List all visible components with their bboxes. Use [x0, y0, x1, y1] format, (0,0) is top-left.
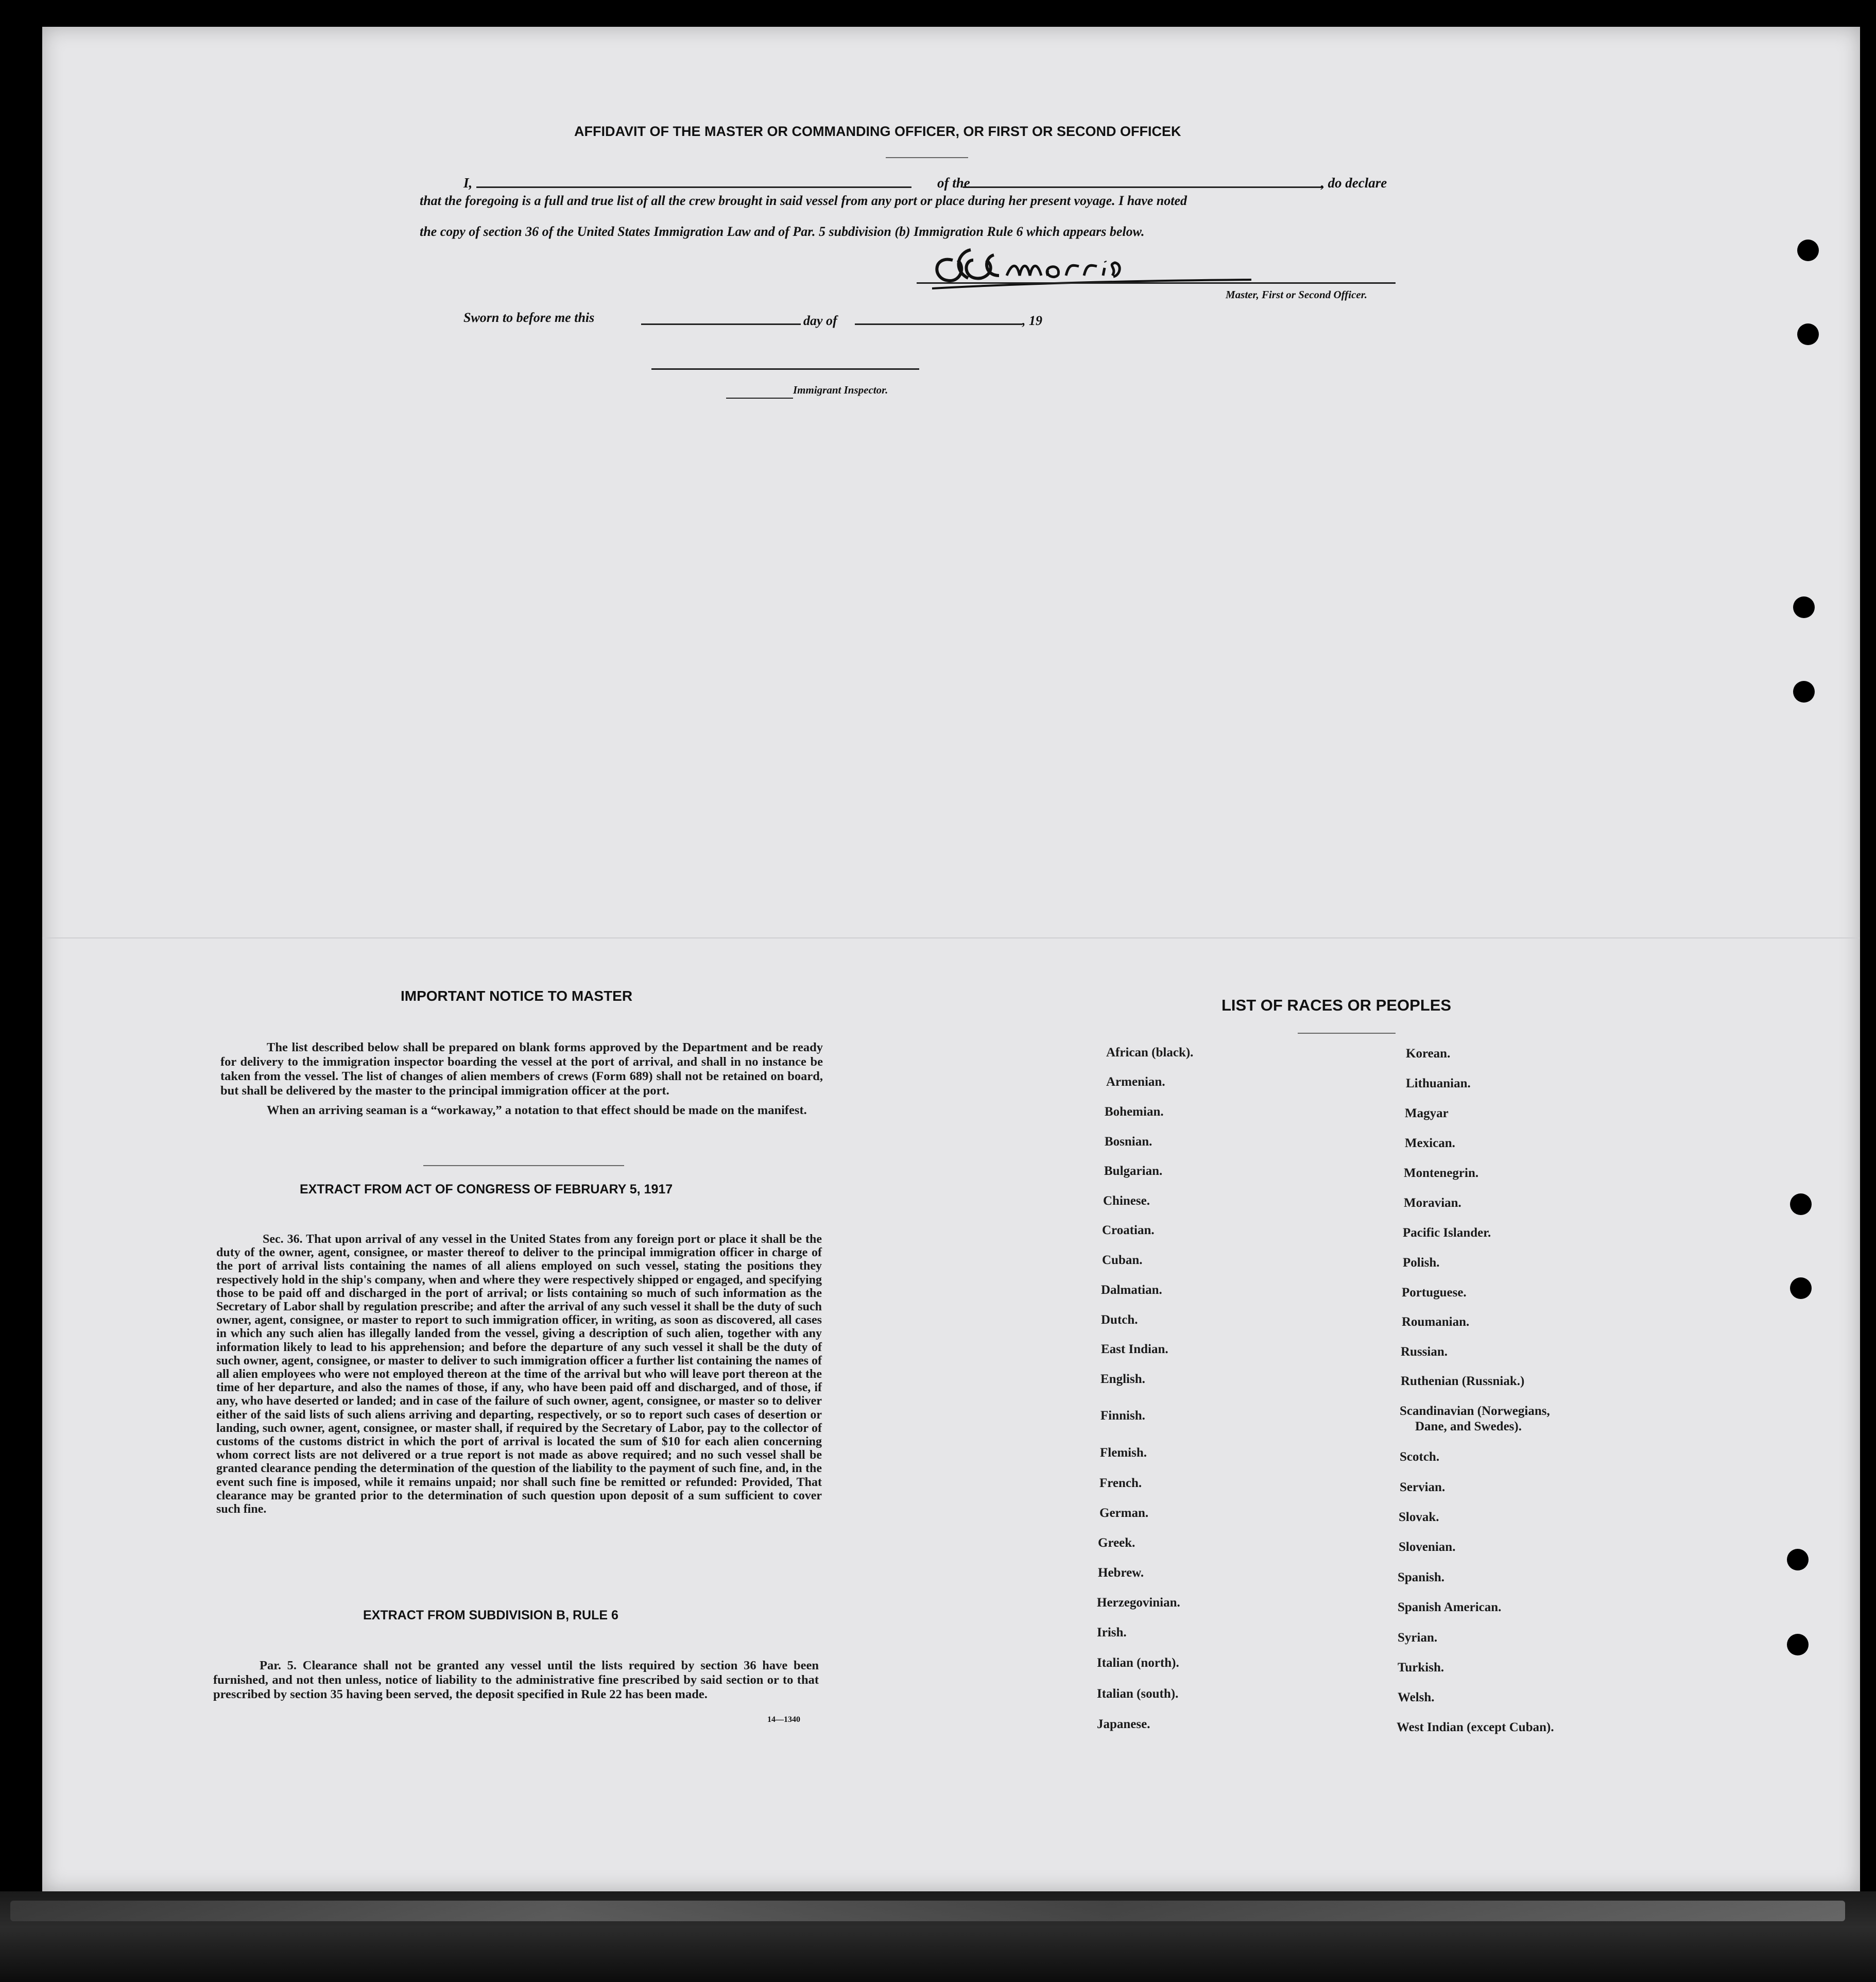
race-item: Finnish.	[1100, 1409, 1145, 1423]
notice-paragraph-2: When an arriving seaman is a “workaway,” a notation to that effect should be made on the manifest.	[267, 1103, 807, 1117]
race-item: Turkish.	[1398, 1661, 1444, 1675]
inspector-signature-line[interactable]	[651, 368, 919, 370]
extract-act-title: EXTRACT FROM ACT OF CONGRESS OF FEBRUARY 5, 1917	[300, 1182, 673, 1197]
race-item: Irish.	[1097, 1626, 1127, 1639]
punch-hole	[1787, 1634, 1809, 1655]
form-number: 14—1340	[767, 1715, 800, 1724]
affiant-name-field[interactable]	[476, 186, 911, 188]
race-item: Polish.	[1403, 1256, 1440, 1270]
race-item: Welsh.	[1398, 1690, 1435, 1704]
notice-paragraph-1: The list described below shall be prepared on blank forms approved by the Department and be ready for delivery to the immigration inspector boarding the vessel at the port of arrival, and shall in no instance be taken from the vessel. The list of changes of alien members of crews (Form 689) shall not be retained on board, but shall be delivered by the master to the principal immigration officer at the port.	[220, 1040, 823, 1098]
race-item: Magyar	[1405, 1106, 1449, 1120]
race-item: German.	[1099, 1506, 1149, 1520]
page-fold-line	[42, 937, 1860, 938]
sworn-label: Sworn to before me this	[463, 310, 595, 325]
race-item: Flemish.	[1100, 1446, 1147, 1460]
notice-divider	[423, 1165, 624, 1166]
notice-section	[220, 1040, 823, 1118]
punch-hole	[1797, 323, 1819, 345]
race-item: Italian (north).	[1097, 1656, 1179, 1670]
race-item: Russian.	[1401, 1345, 1448, 1359]
race-item: Portuguese.	[1402, 1286, 1467, 1300]
race-item: Scotch.	[1400, 1450, 1440, 1464]
race-item: Spanish American.	[1398, 1600, 1502, 1614]
race-item: Dalmatian.	[1101, 1283, 1162, 1297]
race-item: Slovak.	[1399, 1510, 1439, 1524]
year-label: , 19	[1022, 313, 1042, 328]
punch-hole	[1793, 681, 1815, 703]
inspector-caption: Immigrant Inspector.	[793, 384, 888, 396]
race-item: Roumanian.	[1402, 1315, 1470, 1329]
punch-hole	[1797, 240, 1819, 261]
title-divider	[886, 157, 968, 158]
race-item: Bohemian.	[1105, 1105, 1164, 1119]
race-item: Spanish.	[1398, 1570, 1445, 1584]
race-item: Cuban.	[1102, 1253, 1143, 1267]
punch-hole	[1790, 1277, 1812, 1299]
races-title: LIST OF RACES OR PEOPLES	[1221, 996, 1452, 1014]
signature-image	[922, 240, 1282, 296]
race-item: Lithuanian.	[1406, 1077, 1471, 1090]
punch-hole	[1790, 1193, 1812, 1215]
extract-act-section	[216, 1233, 822, 1516]
race-item: Montenegrin.	[1404, 1166, 1479, 1180]
race-item: Scandinavian (Norwegians,	[1400, 1404, 1550, 1418]
race-item: Herzegovinian.	[1097, 1596, 1180, 1610]
signer-caption: Master, First or Second Officer.	[1226, 288, 1367, 301]
race-item: Mexican.	[1405, 1136, 1455, 1150]
race-item: Croatian.	[1102, 1223, 1155, 1237]
signature-line	[917, 282, 1396, 284]
race-item: Pacific Islander.	[1403, 1226, 1491, 1240]
race-item: Syrian.	[1398, 1631, 1438, 1645]
declaration-line-1: that the foregoing is a full and true list of all the crew brought in said vessel from any port or place during her present voyage. I have noted	[420, 193, 1187, 208]
day-of-label: day of	[803, 313, 837, 328]
race-item: French.	[1099, 1476, 1142, 1490]
race-item: African (black).	[1106, 1046, 1194, 1060]
declaration-line-2: the copy of section 36 of the United States Immigration Law and of Par. 5 subdivision (b) Immigration Rule 6 which appears below.	[420, 224, 1145, 239]
affiant-label: I,	[463, 175, 473, 191]
race-item: Italian (south).	[1097, 1687, 1179, 1701]
race-item: Dutch.	[1101, 1313, 1138, 1327]
extract-rule-body: Par. 5. Clearance shall not be granted any vessel until the lists required by section 36 have been furnished, and not then unless, notice of liability to the administrative fine prescribed by said section or to that prescribed by section 35 having been served, the deposit specified in Rule 22 has been made.	[213, 1659, 819, 1701]
affidavit-title: AFFIDAVIT OF THE MASTER OR COMMANDING OFFICER, OR FIRST OR SECOND OFFICEK	[574, 124, 1181, 139]
race-item: Moravian.	[1404, 1196, 1461, 1210]
race-item: Bosnian.	[1105, 1135, 1152, 1149]
race-item: East Indian.	[1101, 1342, 1168, 1356]
race-item: Servian.	[1400, 1480, 1445, 1494]
race-item: Korean.	[1406, 1047, 1451, 1061]
race-item: Slovenian.	[1399, 1540, 1456, 1554]
of-the-label: of the	[937, 175, 970, 191]
sworn-day-field[interactable]	[641, 323, 801, 325]
race-item: Japanese.	[1097, 1717, 1150, 1731]
notice-title: IMPORTANT NOTICE TO MASTER	[401, 988, 633, 1004]
extract-rule-title: EXTRACT FROM SUBDIVISION B, RULE 6	[363, 1608, 618, 1622]
race-item: West Indian (except Cuban).	[1397, 1720, 1554, 1734]
race-item: English.	[1100, 1372, 1145, 1386]
extract-act-body: Sec. 36. That upon arrival of any vessel in the United States from any foreign port or place it shall be the duty of the owner, agent, consignee, or master thereof to deliver to the principal immigration officer in charge of the port of arrival lists containing the names of all aliens employed on such vessel, stating the positions they respectively hold in the ship's company, when and where they were respectively shipped or engaged, and specifying those to be paid off and discharged in the port of arrival; or lists containing so much of such information as the Secretary of Labor shall by regulation prescribe; and after the arrival of any such vessel it shall be the duty of such owner, agent, consignee, or master to report to such immigration officer, in writing, as soon as discovered, all cases in which any such alien has illegally landed from the vessel, giving a description of such alien, together with any information likely to lead to his apprehension; and before the departure of any such vessel it shall be the duty of such owner, agent, consignee, or master to deliver to such immigration officer a further list containing the names of all alien employees who were not employed thereon at the time of the arrival but who will leave port thereon at the time of her departure, and also the names of those, if any, who have been paid off and discharged, and of those, if any, who have deserted or landed; and in case of the failure of such owner, agent, consignee, or master so to deliver either of the said lists of such aliens arriving and departing, respectively, or so to report such cases of desertion or landing, such owner, agent, consignee, or master shall, if required by the Secretary of Labor, pay to the collector of customs of the customs district in which the port of arrival is located the sum of $10 for each alien concerning whom correct lists are not delivered or a true report is not made as above required; and no such vessel shall be granted clearance pending the determination of the question of the liability to the payment of such fine, and, in the event such fine is imposed, while it remains unpaid; nor shall such fine be remitted or refunded: Provided, That clearance may be granted prior to the determination of such question upon deposit of a sum sufficient to cover such fine.	[216, 1233, 822, 1516]
race-item: Bulgarian.	[1104, 1164, 1163, 1178]
race-item: Greek.	[1098, 1536, 1135, 1550]
extract-rule-section	[213, 1659, 819, 1702]
do-declare-label: , do declare	[1321, 175, 1387, 191]
vessel-name-field[interactable]	[963, 186, 1323, 188]
race-item: Ruthenian (Russniak.)	[1401, 1374, 1525, 1388]
scan-edge-strip	[10, 1901, 1845, 1921]
race-item: Dane, and Swedes).	[1415, 1420, 1522, 1433]
race-item: Armenian.	[1106, 1075, 1165, 1089]
punch-hole	[1793, 596, 1815, 618]
inspector-line-short	[726, 398, 793, 399]
punch-hole	[1787, 1549, 1809, 1570]
races-divider	[1298, 1033, 1396, 1034]
race-item: Chinese.	[1103, 1194, 1150, 1208]
race-item: Hebrew.	[1098, 1566, 1144, 1580]
scan-bottom-edge	[0, 1891, 1876, 1982]
document-page	[42, 27, 1860, 1891]
sworn-month-field[interactable]	[855, 323, 1022, 325]
